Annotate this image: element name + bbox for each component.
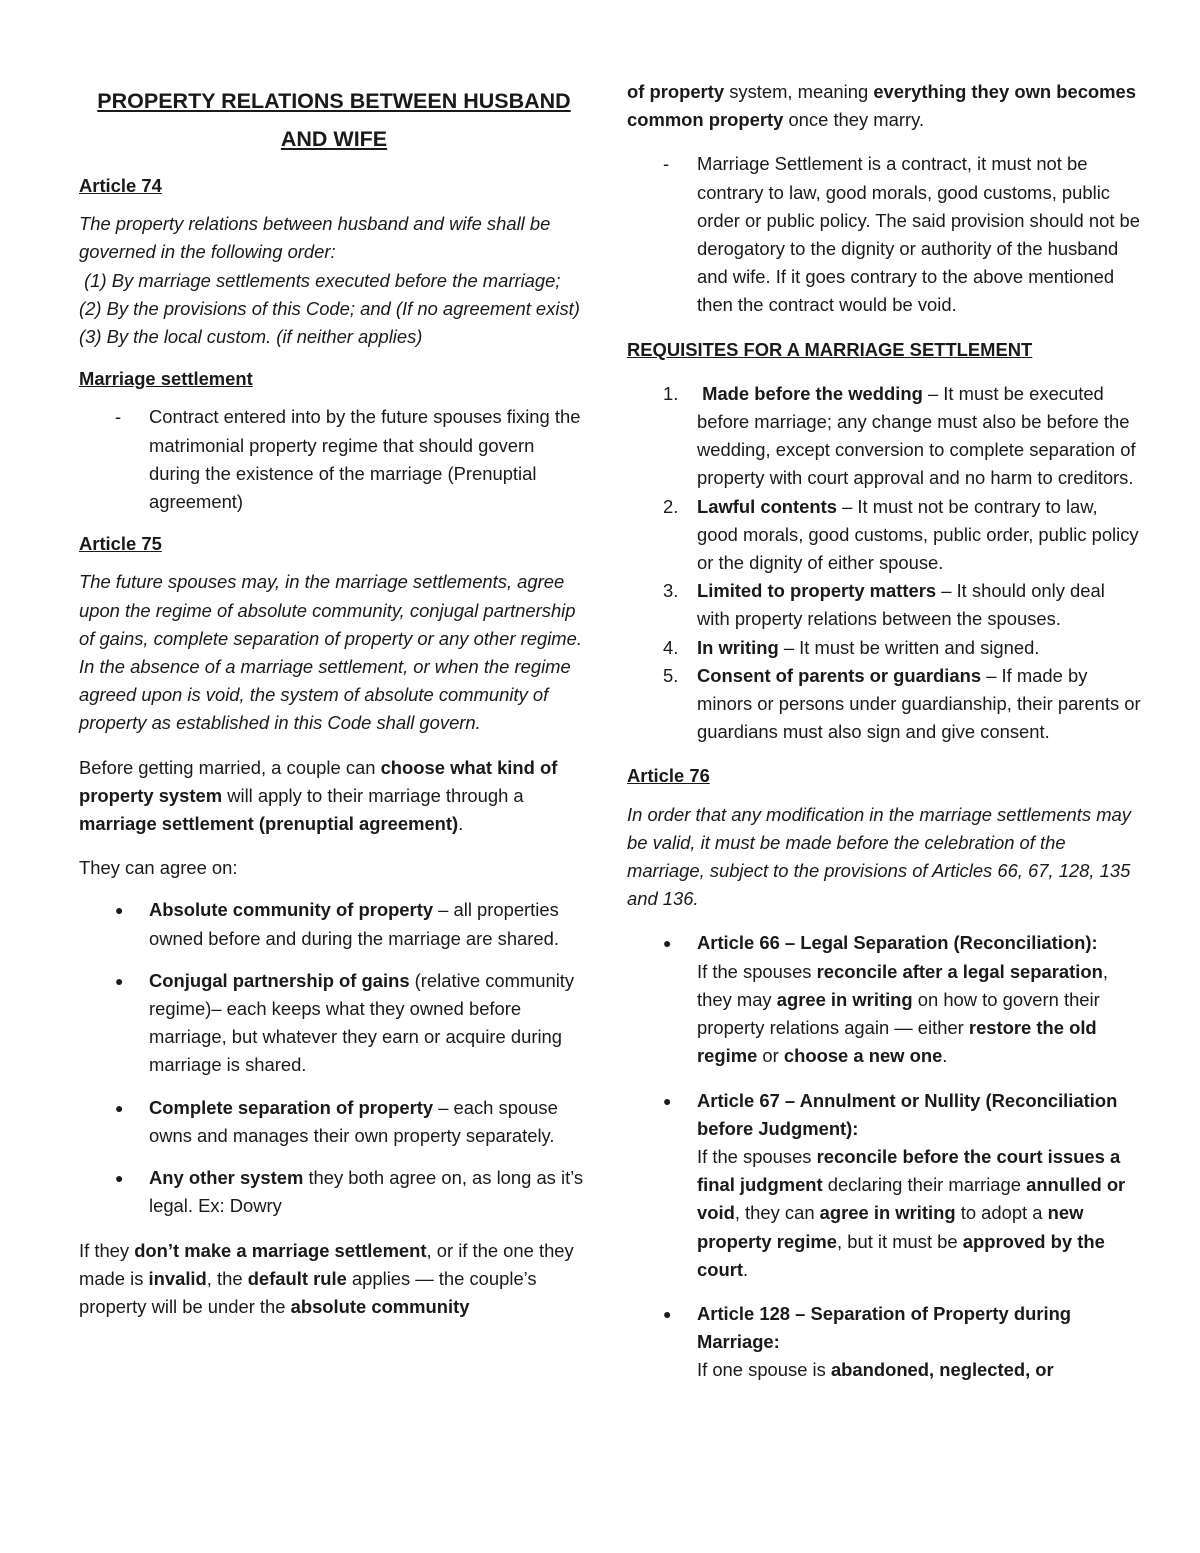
list-number: 1.: [663, 382, 679, 404]
text-run: .: [458, 813, 464, 835]
requisite-text: [697, 634, 1142, 662]
right-column: [627, 78, 1142, 1385]
bold-run: of property: [627, 81, 725, 102]
text-run: If the spouses: [697, 1145, 817, 1167]
bullet-icon: ●: [115, 902, 124, 919]
bold-run: don’t make a marriage settlement: [134, 1239, 427, 1261]
bullet-icon: ●: [115, 1170, 124, 1187]
text-run: , but it must be: [837, 1230, 963, 1252]
list-item: [627, 150, 1142, 319]
text-run: will apply to their marriage through a: [222, 784, 524, 806]
bullet-icon: ●: [115, 1099, 124, 1116]
requisites-heading: REQUISITES FOR A MARRIAGE SETTLEMENT: [627, 338, 1033, 360]
agree-on-label: They can agree on:: [79, 857, 238, 879]
text-run: , the: [206, 1267, 248, 1289]
text-run: – It must be written and signed.: [778, 636, 1040, 658]
list-item: [627, 662, 1142, 747]
bold-run: marriage settlement (prenuptial agreement): [79, 813, 459, 835]
bullet-icon: ●: [663, 1092, 672, 1109]
requisite-text: [697, 577, 1142, 633]
article-74-line: The property relations between husband and wife shall be governed in the following order:: [79, 213, 551, 263]
default-rule-paragraph: [79, 1237, 589, 1322]
bold-run: choose what kind of property system: [79, 756, 558, 806]
list-number: 3.: [663, 580, 679, 602]
article-74-line: (2) By the provisions of this Code; and (If no agreement exist): [79, 297, 580, 319]
article-74-line: (1) By marriage settlements executed before the marriage;: [79, 269, 561, 291]
bold-run: agree in writing: [819, 1202, 956, 1224]
option-text: [149, 896, 589, 952]
article-74-line: (3) By the local custom. (if neither applies): [79, 326, 423, 348]
requisite-text: [697, 493, 1142, 578]
article-76-text: In order that any modification in the marriage settlements may be valid, it must be made before the celebration of the marriage, subject to the provisions of Articles 66, 67, 128, 135 and 136.: [627, 803, 1131, 910]
text-run: system, meaning: [724, 81, 874, 102]
text-run: If one spouse is: [697, 1359, 831, 1381]
list-item: [627, 929, 1142, 1070]
list-item: [79, 967, 589, 1080]
article-75-heading: Article 75: [79, 533, 162, 555]
bold-run: Limited to property matters: [697, 580, 937, 602]
text-run: .: [942, 1045, 948, 1067]
list-item: [627, 634, 1142, 662]
article-67-title: Article 67 – Annulment or Nullity (Reconciliation before Judgment):: [697, 1089, 1118, 1139]
before-marriage-paragraph: [79, 754, 589, 839]
marriage-settlement-heading: Marriage settlement: [79, 368, 253, 390]
list-item: [79, 1164, 589, 1220]
bold-run: restore the old regime: [697, 1017, 1097, 1067]
article-128-title: Article 128 – Separation of Property during Marriage:: [697, 1302, 1072, 1353]
text-run: If the spouses: [697, 960, 817, 982]
text-run: .: [742, 1258, 749, 1280]
settlement-contract-note: Marriage Settlement is a contract, it must not be contrary to law, good morals, good customs, public order or public policy. The said provision should not be derogatory to the dignity or authority of the husband and wife. If it goes contrary to the above mentioned then the contract would be void.: [697, 153, 1140, 316]
bold-run: choose a new one: [783, 1045, 943, 1067]
dash-marker: -: [115, 406, 122, 428]
continued-paragraph: [627, 78, 1142, 134]
list-number: 4.: [663, 636, 679, 658]
bold-run: approved by the court: [697, 1230, 1105, 1280]
article-76-heading: Article 76: [627, 765, 710, 787]
bold-run: new property regime: [697, 1202, 1084, 1252]
text-run: , they can: [734, 1202, 820, 1224]
article-66-title: Article 66 – Legal Separation (Reconciliation):: [697, 932, 1098, 954]
bold-run: Consent of parents or guardians: [697, 664, 982, 686]
article-128-text: [697, 1356, 1142, 1384]
bold-run: absolute community: [290, 1295, 470, 1317]
text-run: or: [757, 1045, 784, 1067]
text-run: – It should only deal with property relations between the spouses.: [697, 580, 1105, 630]
bold-run: reconcile after a legal separation: [816, 960, 1103, 982]
bold-run: reconcile before the court issues a final judgment: [697, 1145, 1121, 1196]
bold-run: Complete separation of property: [149, 1096, 434, 1118]
text-run: to adopt a: [955, 1202, 1048, 1224]
bold-run: Lawful contents: [697, 495, 837, 517]
bold-run: Absolute community of property: [149, 899, 434, 921]
left-column: [79, 78, 589, 1321]
bullet-icon: ●: [663, 935, 672, 952]
bold-run: abandoned, neglected, or: [830, 1359, 1054, 1381]
list-number: 5.: [663, 664, 679, 686]
text-run: declaring their marriage: [822, 1174, 1027, 1196]
list-item: [79, 403, 589, 516]
bold-run: Made before the wedding: [697, 382, 923, 404]
option-text: [149, 967, 589, 1080]
bold-run: agree in writing: [776, 988, 913, 1010]
list-item: [627, 380, 1142, 493]
text-run: – It must be executed before marriage; any change must also be before the wedding, except conversion to complete separation of property with court approval and no harm to creditors.: [697, 382, 1136, 489]
text-run: applies — the couple’s property will be under the: [79, 1267, 537, 1317]
page-title: PROPERTY RELATIONS BETWEEN HUSBAND AND WIFE: [97, 89, 571, 151]
bold-run: default rule: [247, 1267, 347, 1289]
list-item: [79, 1094, 589, 1150]
list-item: [627, 493, 1142, 578]
option-text: [149, 1164, 589, 1220]
article-74-text: [79, 210, 589, 351]
bold-run: annulled or void: [697, 1174, 1126, 1224]
list-item: [79, 896, 589, 952]
bold-run: Conjugal partnership of gains: [149, 969, 410, 991]
text-run: on how to govern their property relations again — either: [697, 988, 1100, 1039]
requisite-text: [697, 380, 1142, 493]
text-run: once they marry.: [783, 109, 925, 131]
list-item: [627, 577, 1142, 633]
article-66-text: [697, 958, 1142, 1071]
requisites-list: [627, 380, 1142, 747]
article-75-text: The future spouses may, in the marriage settlements, agree upon the regime of absolute community, conjugal partnership of gains, complete separation of property or any other regime. In the absence of a marriage settlement, or when the regime agreed upon is void, the system of absolute community of property as established in this Code shall govern.: [79, 571, 582, 734]
text-run: , they may: [697, 960, 1108, 1010]
requisite-text: [697, 662, 1142, 747]
article-67-text: [697, 1143, 1142, 1284]
list-number: 2.: [663, 495, 679, 517]
bold-run: everything they own becomes common property: [627, 81, 1136, 131]
bold-run: In writing: [697, 636, 779, 658]
text-run: – all properties owned before and during the marriage are shared.: [149, 899, 559, 949]
marriage-settlement-definition: Contract entered into by the future spouses fixing the matrimonial property regime that should govern during the existence of the marriage (Prenuptial agreement): [149, 406, 581, 513]
option-text: [149, 1094, 589, 1150]
dash-marker: -: [663, 153, 670, 175]
text-run: they both agree on, as long as it’s legal. Ex: Dowry: [149, 1167, 584, 1217]
text-run: , or if the one they made is: [79, 1239, 574, 1289]
list-item: [627, 1087, 1142, 1284]
bullet-icon: ●: [663, 1305, 672, 1322]
bold-run: invalid: [148, 1267, 207, 1289]
text-run: If they: [79, 1239, 135, 1261]
text-run: – It must not be contrary to law, good morals, good customs, public order, public policy or the dignity of either spouse.: [697, 495, 1139, 574]
text-run: – each spouse owns and manages their own property separately.: [149, 1096, 558, 1146]
bold-run: Any other system: [149, 1167, 304, 1189]
text-run: (relative community regime)– each keeps what they owned before marriage, but whatever they earn or acquire during marriage is shared.: [149, 969, 575, 1076]
bullet-icon: ●: [115, 972, 124, 989]
text-run: – If made by minors or persons under guardianship, their parents or guardians must also sign and give consent.: [697, 664, 1141, 743]
list-item: [627, 1300, 1142, 1385]
article-74-heading: Article 74: [79, 175, 162, 196]
text-run: Before getting married, a couple can: [79, 756, 381, 778]
